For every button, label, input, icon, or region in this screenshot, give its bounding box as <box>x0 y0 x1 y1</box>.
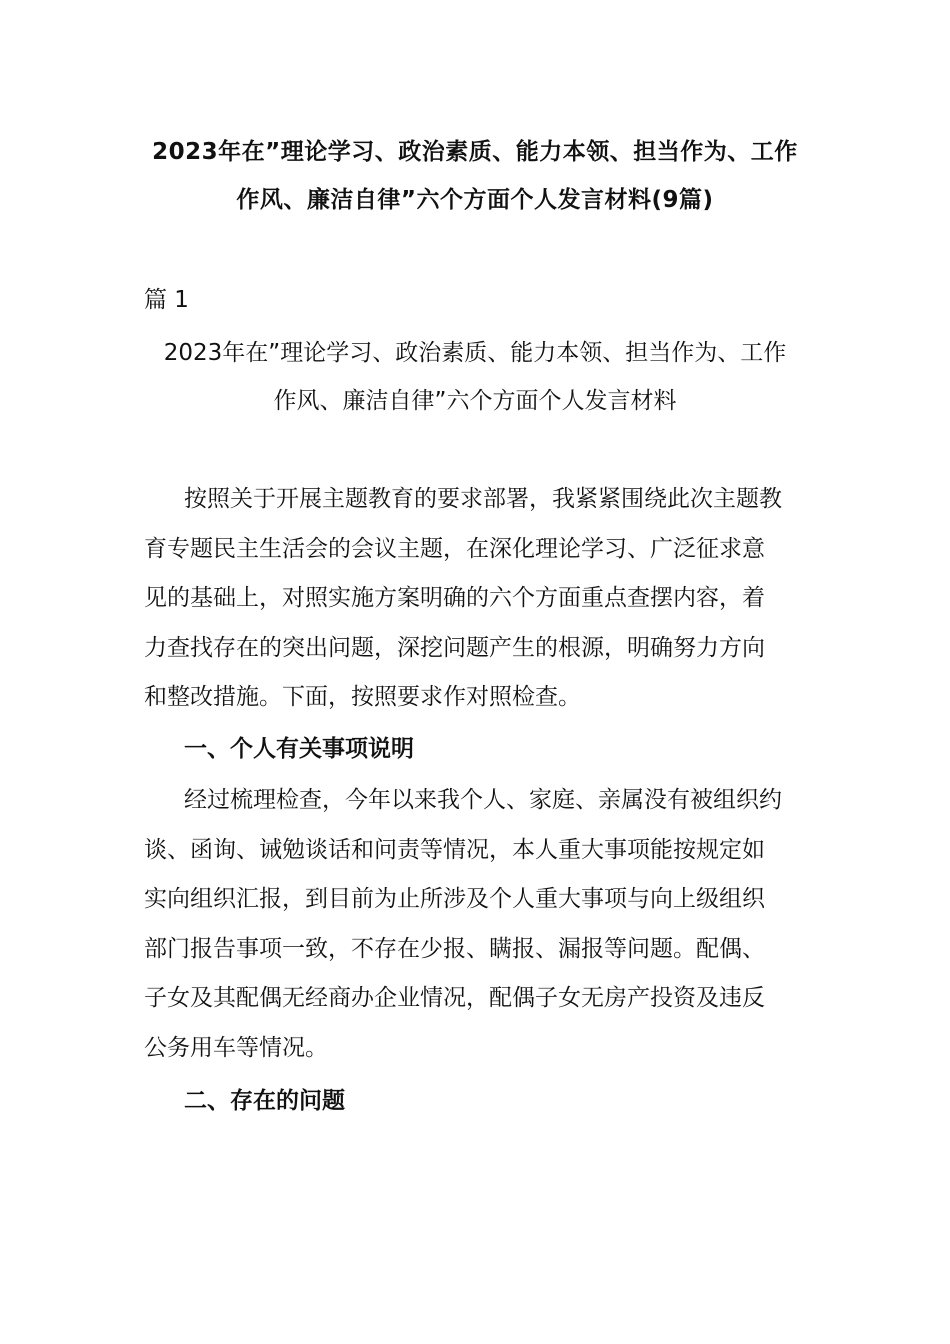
document-title-line-1: 2023年在”理论学习、政治素质、能力本领、担当作为、工作 <box>152 139 798 165</box>
section-label: 篇 1 <box>144 287 189 313</box>
paragraph-line: 子女及其配偶无经商办企业情况，配偶子女无房产投资及违反 <box>144 985 765 1011</box>
paragraph-line: 和整改措施。下面，按照要求作对照检查。 <box>144 684 581 710</box>
paragraph-line: 实向组织汇报，到目前为止所涉及个人重大事项与向上级组织 <box>144 886 765 912</box>
paragraph-line: 育专题民主生活会的会议主题，在深化理论学习、广泛征求意 <box>144 535 765 562</box>
article-subtitle-line-2: 作风、廉洁自律”六个方面个人发言材料 <box>273 388 677 414</box>
article-subtitle <box>120 329 830 425</box>
document-title <box>120 128 830 224</box>
article-subtitle-line-1: 2023年在”理论学习、政治素质、能力本领、担当作为、工作 <box>163 340 787 366</box>
section-heading-1: 一、个人有关事项说明 <box>184 736 414 762</box>
paragraph-line: 按照关于开展主题教育的要求部署，我紧紧围绕此次主题教 <box>184 486 782 512</box>
intro-paragraph <box>144 475 824 723</box>
section-1-paragraph <box>144 776 824 1073</box>
paragraph-line: 谈、函询、诫勉谈话和问责等情况，本人重大事项能按规定如 <box>144 836 765 863</box>
paragraph-line: 经过梳理检查，今年以来我个人、家庭、亲属没有被组织约 <box>184 787 782 813</box>
section-heading-2: 二、存在的问题 <box>184 1088 345 1114</box>
paragraph-line: 力查找存在的突出问题，深挖问题产生的根源，明确努力方向 <box>144 634 765 661</box>
paragraph-line: 见的基础上，对照实施方案明确的六个方面重点查摆内容，着 <box>144 585 765 611</box>
paragraph-line: 公务用车等情况。 <box>144 1034 328 1061</box>
paragraph-line: 部门报告事项一致，不存在少报、瞒报、漏报等问题。配偶、 <box>144 935 765 962</box>
document-title-line-2: 作风、廉洁自律”六个方面个人发言材料(9篇) <box>236 187 714 213</box>
